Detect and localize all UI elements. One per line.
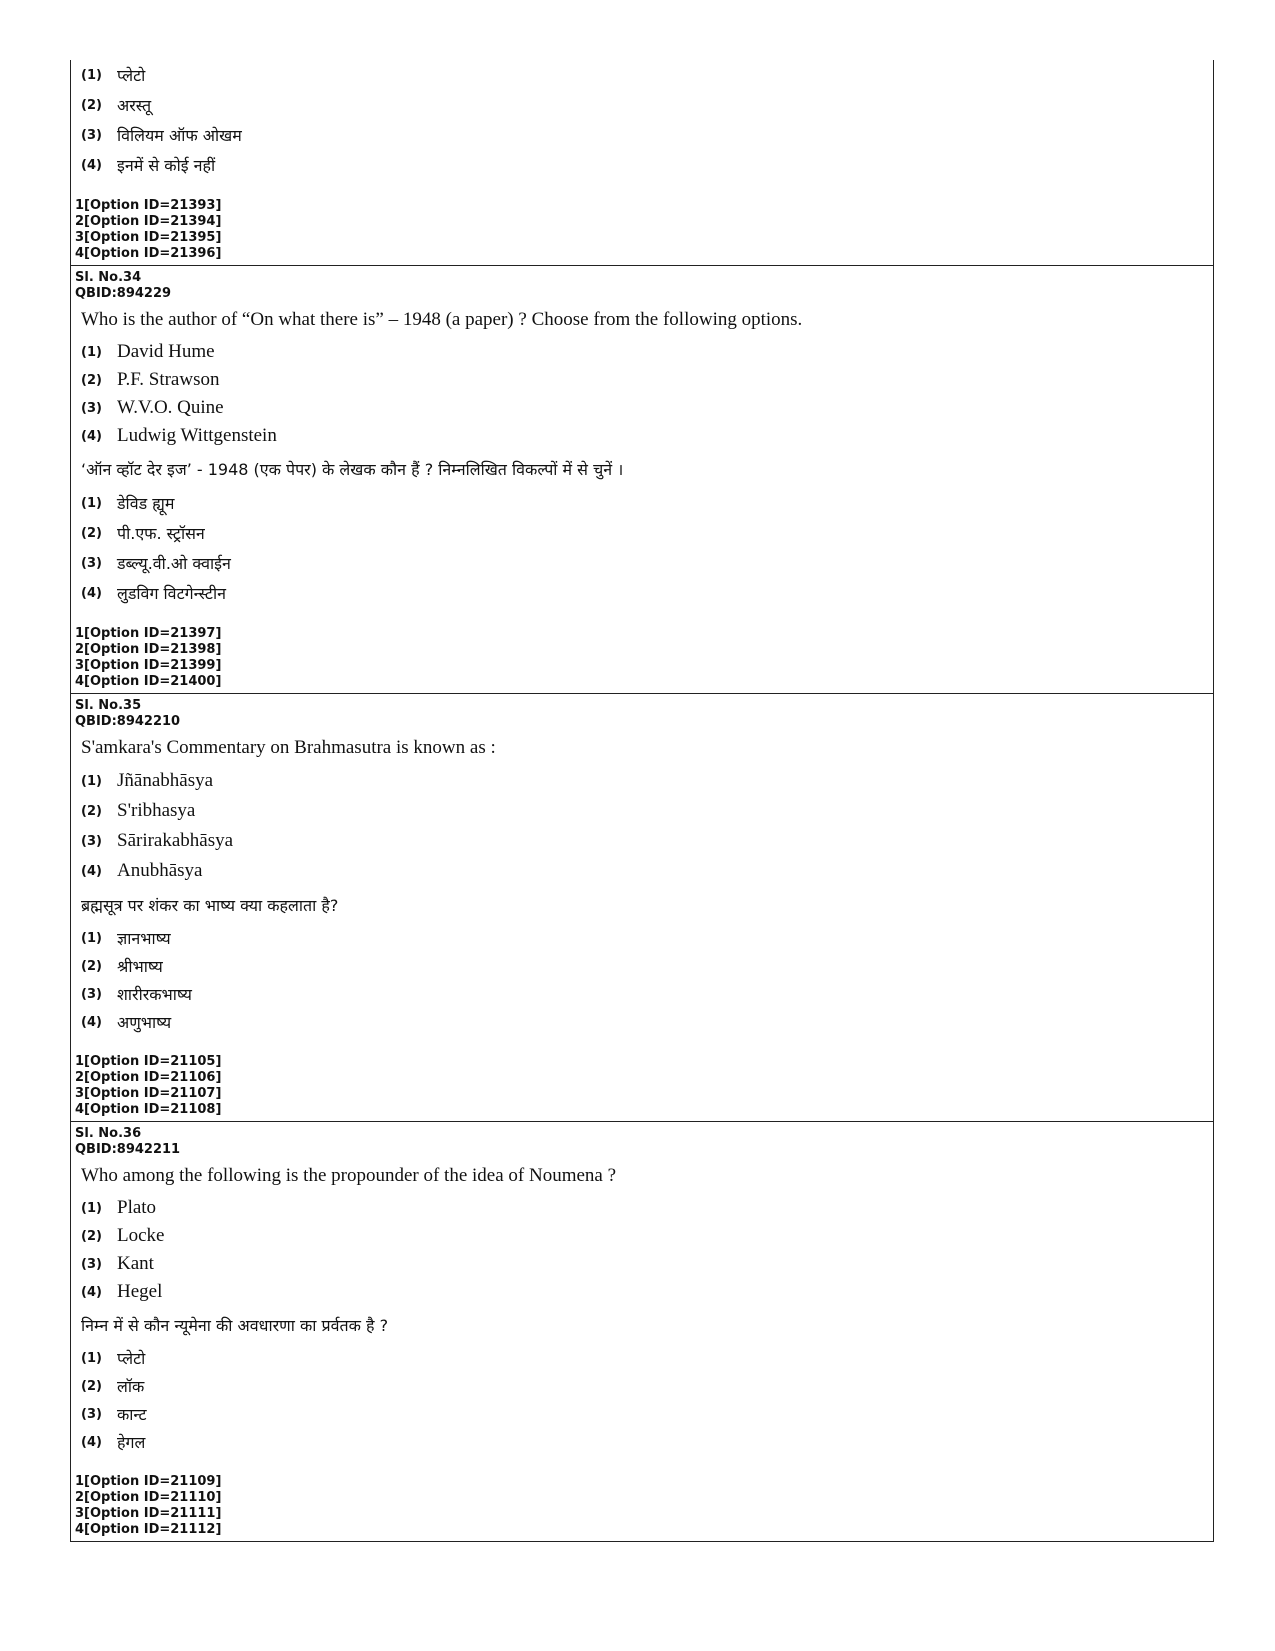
- option-id: 3[Option ID=21107]: [75, 1086, 222, 1101]
- option-hi: [81, 952, 1213, 980]
- option-text: इनमें से कोई नहीं: [117, 156, 216, 175]
- option-number: (1): [81, 1200, 102, 1216]
- question-text-hi: ब्रह्मसूत्र पर शंकर का भाष्य क्या कहलाता है?: [81, 896, 339, 915]
- option-hi: [81, 1400, 1213, 1428]
- option-number: (1): [81, 773, 102, 789]
- option-number: (3): [81, 555, 102, 571]
- option-text: लॉक: [117, 1377, 145, 1396]
- option-number: (2): [81, 1228, 102, 1244]
- option-hi: [81, 120, 1213, 150]
- option-text: शारीरकभाष्य: [117, 985, 192, 1004]
- option-id: 1[Option ID=21105]: [75, 1054, 222, 1069]
- option-hi: [81, 1008, 1213, 1036]
- option-id: 2[Option ID=21394]: [75, 214, 222, 229]
- option-en: [81, 338, 1213, 366]
- option-hi: [81, 518, 1213, 548]
- option-number: (3): [81, 986, 102, 1002]
- option-text: डब्ल्यू.वी.ओ क्वाईन: [117, 554, 231, 573]
- option-text: विलियम ऑफ ओखम: [117, 126, 242, 145]
- question-35: [71, 698, 1213, 1122]
- option-number: (4): [81, 585, 102, 601]
- option-text: Plato: [117, 1197, 157, 1218]
- option-en: [81, 766, 1213, 796]
- question-bank-id: QBID:8942210: [75, 714, 181, 729]
- option-text: W.V.O. Quine: [117, 397, 224, 418]
- option-id-list: [75, 1474, 1213, 1541]
- question-33-tail: [71, 60, 1213, 266]
- option-id: 4[Option ID=21396]: [75, 246, 222, 261]
- question-34: [71, 270, 1213, 694]
- option-id: 1[Option ID=21393]: [75, 198, 222, 213]
- option-text: S'ribhasya: [117, 800, 196, 821]
- question-sheet: [70, 60, 1214, 1542]
- option-text: अरस्तू: [117, 96, 152, 115]
- option-number: (4): [81, 428, 102, 444]
- option-text: Ludwig Wittgenstein: [117, 425, 277, 446]
- option-number: (2): [81, 803, 102, 819]
- option-number: (1): [81, 67, 102, 83]
- option-number: (1): [81, 344, 102, 360]
- option-number: (4): [81, 157, 102, 173]
- question-text-en: S'amkara's Commentary on Brahmasutra is known as :: [81, 737, 496, 758]
- option-number: (3): [81, 400, 102, 416]
- option-id: 3[Option ID=21395]: [75, 230, 222, 245]
- option-id: 4[Option ID=21112]: [75, 1522, 222, 1537]
- option-text: प्लेटो: [117, 1349, 146, 1368]
- option-hi: [81, 980, 1213, 1008]
- option-number: (4): [81, 1014, 102, 1030]
- option-hi: [81, 90, 1213, 120]
- option-en: [81, 394, 1213, 422]
- option-number: (1): [81, 495, 102, 511]
- question-text-en: Who is the author of “On what there is” – 1948 (a paper) ? Choose from the following options.: [81, 309, 803, 330]
- option-text: Locke: [117, 1225, 165, 1246]
- option-text: David Hume: [117, 341, 215, 362]
- option-hi: [81, 1344, 1213, 1372]
- option-number: (1): [81, 1350, 102, 1366]
- question-36: [71, 1126, 1213, 1542]
- question-text-hi: निम्न में से कौन न्यूमेना की अवधारणा का प्रर्वतक है ?: [81, 1316, 389, 1335]
- option-id-list: [75, 1054, 1213, 1121]
- option-number: (3): [81, 1406, 102, 1422]
- option-text: पी.एफ. स्ट्रॉसन: [117, 524, 205, 543]
- serial-number: Sl. No.36: [75, 1126, 142, 1141]
- option-hi: [81, 548, 1213, 578]
- option-number: (1): [81, 930, 102, 946]
- option-id: 2[Option ID=21106]: [75, 1070, 222, 1085]
- option-number: (3): [81, 1256, 102, 1272]
- option-id: 4[Option ID=21108]: [75, 1102, 222, 1117]
- option-number: (4): [81, 1434, 102, 1450]
- option-id: 1[Option ID=21109]: [75, 1474, 222, 1489]
- option-id: 3[Option ID=21111]: [75, 1506, 222, 1521]
- option-id-list: [75, 626, 1213, 693]
- serial-number: Sl. No.35: [75, 698, 142, 713]
- option-en: [81, 826, 1213, 856]
- option-number: (2): [81, 97, 102, 113]
- option-en: [81, 366, 1213, 394]
- option-number: (4): [81, 1284, 102, 1300]
- option-hi: [81, 150, 1213, 180]
- option-number: (3): [81, 833, 102, 849]
- option-text: ज्ञानभाष्य: [117, 929, 171, 948]
- serial-number: Sl. No.34: [75, 270, 142, 285]
- option-number: (2): [81, 1378, 102, 1394]
- option-number: (2): [81, 958, 102, 974]
- option-id-list: [75, 198, 1213, 265]
- option-text: Anubhāsya: [117, 860, 203, 881]
- option-number: (3): [81, 127, 102, 143]
- option-text: कान्ट: [117, 1405, 147, 1424]
- option-text: Jñānabhāsya: [117, 770, 214, 791]
- option-text: Kant: [117, 1253, 154, 1274]
- option-id: 3[Option ID=21399]: [75, 658, 222, 673]
- option-id: 4[Option ID=21400]: [75, 674, 222, 689]
- option-en: [81, 1250, 1213, 1278]
- option-en: [81, 1278, 1213, 1306]
- option-text: Sārirakabhāsya: [117, 830, 234, 851]
- option-number: (2): [81, 372, 102, 388]
- option-number: (2): [81, 525, 102, 541]
- option-hi: [81, 60, 1213, 90]
- option-id: 2[Option ID=21398]: [75, 642, 222, 657]
- question-text-en: Who among the following is the propounder of the idea of Noumena ?: [81, 1165, 617, 1186]
- option-hi: [81, 578, 1213, 608]
- option-id: 1[Option ID=21397]: [75, 626, 222, 641]
- option-en: [81, 422, 1213, 450]
- option-text: P.F. Strawson: [117, 369, 220, 390]
- option-text: श्रीभाष्य: [117, 957, 163, 976]
- option-hi: [81, 1428, 1213, 1456]
- question-bank-id: QBID:894229: [75, 286, 172, 301]
- option-hi: [81, 488, 1213, 518]
- option-en: [81, 796, 1213, 826]
- option-hi: [81, 1372, 1213, 1400]
- question-text-hi: ‘ऑन व्हॉट देर इज’ - 1948 (एक पेपर) के लेखक कौन हैं ? निम्नलिखित विकल्पों में से चुनें ।: [81, 460, 624, 479]
- option-en: [81, 1222, 1213, 1250]
- option-text: लुडविग विटगेन्स्टीन: [117, 584, 226, 603]
- option-text: Hegel: [117, 1281, 163, 1302]
- option-text: अणुभाष्य: [117, 1013, 172, 1032]
- option-en: [81, 856, 1213, 886]
- option-id: 2[Option ID=21110]: [75, 1490, 222, 1505]
- question-bank-id: QBID:8942211: [75, 1142, 181, 1157]
- option-text: डेविड ह्यूम: [117, 494, 175, 513]
- option-text: प्लेटो: [117, 66, 146, 85]
- option-text: हेगल: [117, 1433, 146, 1452]
- option-number: (4): [81, 863, 102, 879]
- option-hi: [81, 924, 1213, 952]
- option-en: [81, 1194, 1213, 1222]
